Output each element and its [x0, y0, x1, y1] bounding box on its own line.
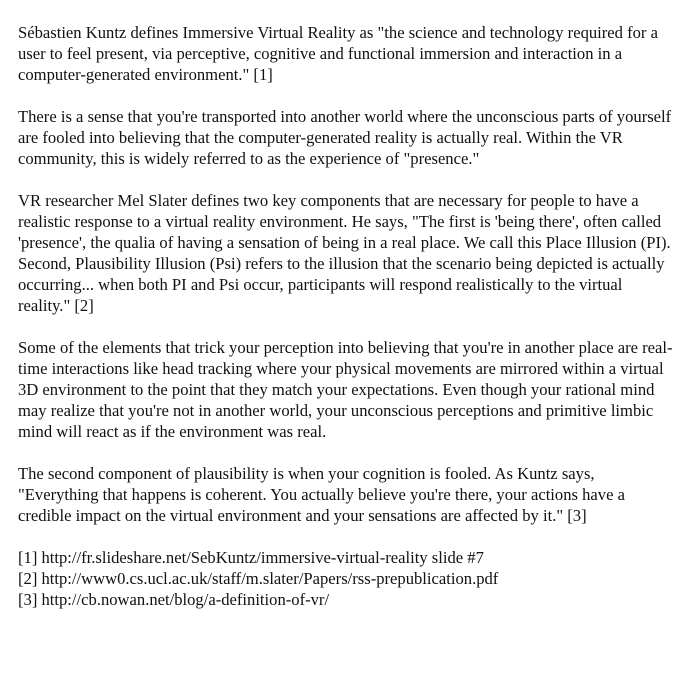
references-list: [18, 547, 673, 610]
paragraph-perception-elements: Some of the elements that trick your perception into believing that you're in another place are real-time interactions like head tracking where your physical movements are mirrored within a virtual 3D environment to the point that they match your expectations. Even though your rational mind may realize that you're not in another world, your unconscious perceptions and primitive limbic mind will react as if the environment was real.: [18, 338, 673, 441]
reference-item-1: [1] http://fr.slideshare.net/SebKuntz/immersive-virtual-reality slide #7: [18, 548, 484, 567]
document-body: [18, 22, 673, 610]
paragraph-plausibility: The second component of plausibility is when your cognition is fooled. As Kuntz says, "Everything that happens is coherent. You actually believe you're there, your actions have a credible impact on the virtual environment and your sensations are affected by it." [3]: [18, 464, 625, 525]
reference-item-2: [2] http://www0.cs.ucl.ac.uk/staff/m.slater/Papers/rss-prepublication.pdf: [18, 569, 499, 588]
paragraph-slater-components: VR researcher Mel Slater defines two key components that are necessary for people to have a realistic response to a virtual reality environment. He says, "The first is 'being there', often called 'presence', the qualia of having a sensation of being in a real place. We call this Place Illusion (PI). Second, Plausibility Illusion (Psi) refers to the illusion that the scenario being depicted is actually occurring... when both PI and Psi occur, participants will respond realistically to the virtual reality." [2]: [18, 191, 671, 315]
reference-item-3: [3] http://cb.nowan.net/blog/a-definition-of-vr/: [18, 590, 330, 609]
paragraph-presence: There is a sense that you're transported into another world where the unconscious parts of yourself are fooled into believing that the computer-generated reality is actually real. Within the VR community, this is widely referred to as the experience of "presence.": [18, 107, 672, 168]
paragraph-kuntz-definition: Sébastien Kuntz defines Immersive Virtual Reality as "the science and technology required for a user to feel present, via perceptive, cognitive and functional immersion and interaction in a computer-generated environment." [1]: [18, 23, 658, 84]
